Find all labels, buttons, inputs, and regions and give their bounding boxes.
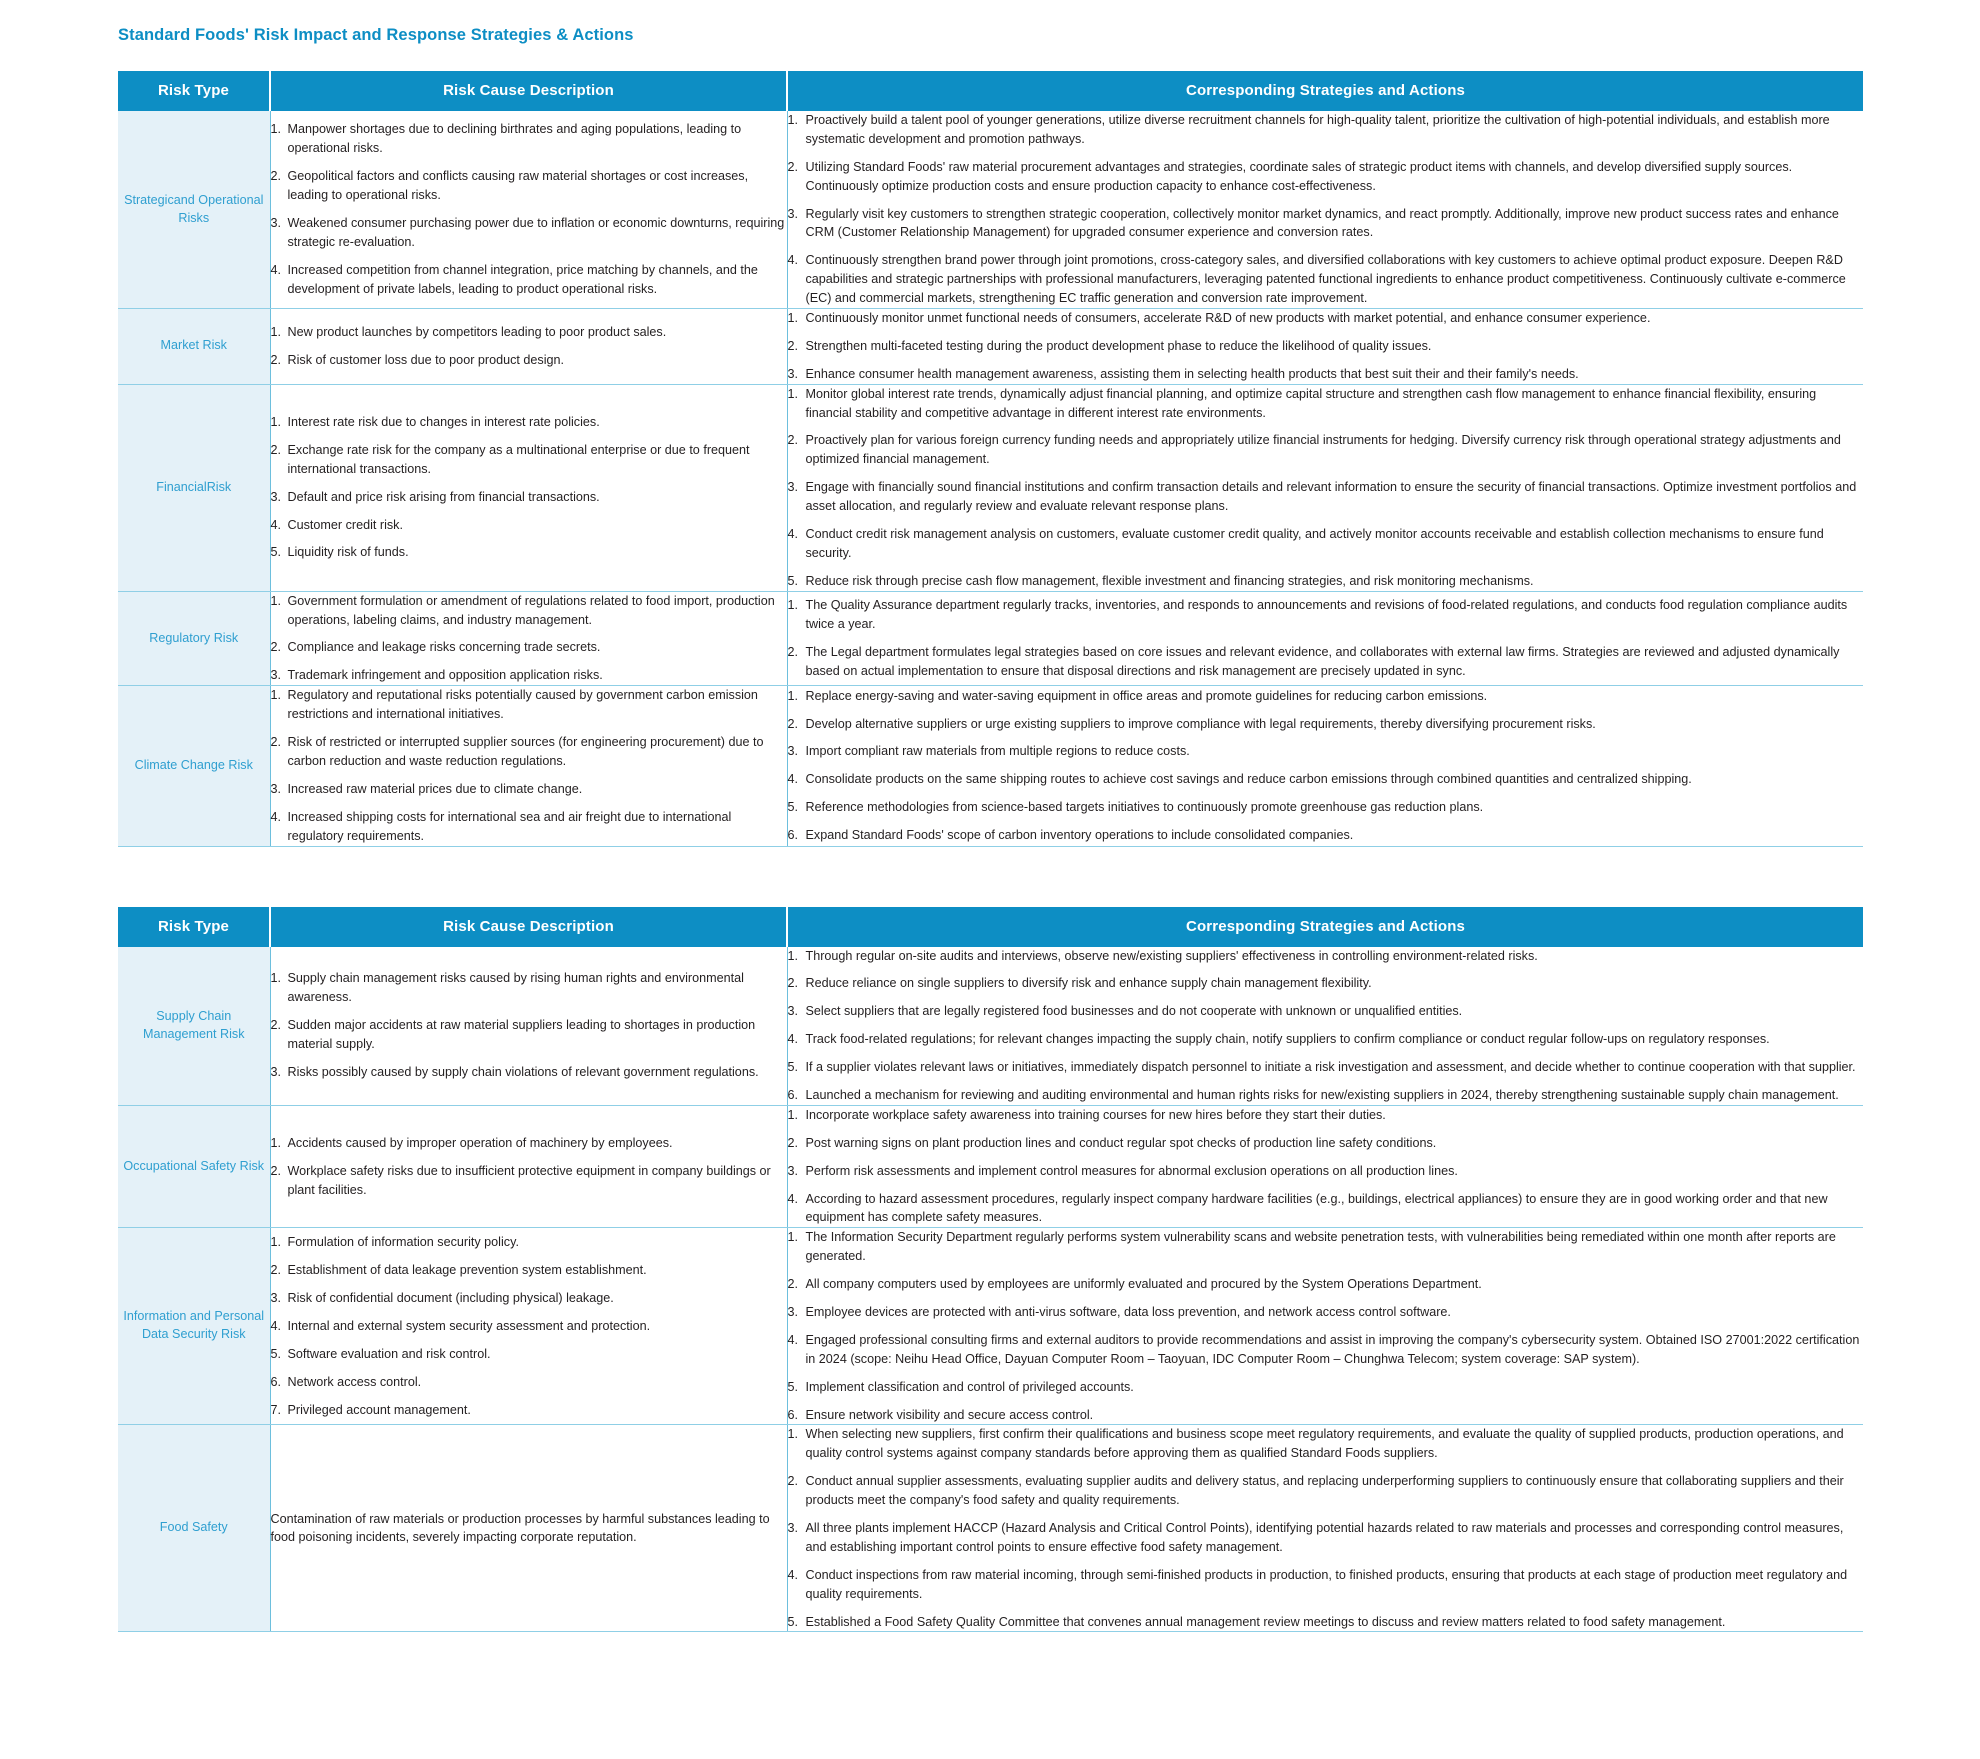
list-item: Formulation of information security policy. (287, 1235, 519, 1250)
list-item: Risk of confidential document (including physical) leakage. (287, 1291, 614, 1306)
list-item: If a supplier violates relevant laws or initiatives, immediately dispatch personnel to initiate a risk investigation and assessment, and decide whether to continue cooperation with that supplier. (805, 1060, 1856, 1075)
list-item: Continuously strengthen brand power through joint promotions, cross-category sales, and diversified collaborations with key customers to achieve optimal product exposure. Deepen R&D capabilities and strategic partnerships with professional manufacturers, leveraging patented functional ingredients to enhance product competitiveness. Continuously cultivate e-commerce (EC) and commercial markets, strengthening EC traffic generation and conversion rate improvement. (805, 253, 1846, 306)
list-item: Software evaluation and risk control. (287, 1346, 491, 1361)
list-item: Import compliant raw materials from multiple regions to reduce costs. (805, 744, 1190, 759)
list-item: Weakened consumer purchasing power due to inflation or economic downturns, requiring strategic re-evaluation. (287, 216, 785, 249)
risk-cause-cell (270, 384, 787, 591)
table-1-header (118, 71, 1863, 111)
list-item: Default and price risk arising from financial transactions. (287, 489, 600, 504)
list-item: Enhance consumer health management awareness, assisting them in selecting health products that best suit their and their family's needs. (805, 366, 1579, 381)
list-item: Customer credit risk. (287, 517, 403, 532)
list-item: Sudden major accidents at raw material suppliers leading to shortages in production material supply. (287, 1018, 756, 1052)
table-row (118, 1425, 1863, 1632)
list-item: Ensure network visibility and secure access control. (805, 1407, 1094, 1422)
list-item: Conduct credit risk management analysis on customers, evaluate customer credit quality, and actively monitor accounts receivable and establish collection mechanisms to ensure fund security. (805, 527, 1824, 560)
risk-type-cell: Regulatory Risk (118, 591, 270, 686)
list-item: Reduce reliance on single suppliers to diversify risk and enhance supply chain management flexibility. (805, 976, 1372, 991)
list-item: Accidents caused by improper operation of machinery by employees. (287, 1135, 673, 1150)
list-item: Manpower shortages due to declining birthrates and aging populations, leading to operational risks. (287, 122, 742, 156)
risk-type-cell: Climate Change Risk (118, 686, 270, 846)
table-row (118, 309, 1863, 385)
strategies-actions-cell (787, 1105, 1863, 1227)
strategies-actions-cell (787, 591, 1863, 686)
numbered-list (271, 1233, 787, 1419)
numbered-list (271, 1134, 787, 1200)
table-row (118, 1228, 1863, 1425)
risk-cause-text: Contamination of raw materials or production processes by harmful substances leading to food poisoning incidents, severely impacting corporate reputation. (270, 1511, 770, 1545)
list-item: Proactively build a talent pool of younger generations, utilize diverse recruitment channels for high-quality talent, prioritize the cultivation of high-potential individuals, and establish more systematic development and promotion pathways. (805, 113, 1830, 146)
list-item: Strengthen multi-faceted testing during the product development phase to reduce the likelihood of quality issues. (805, 338, 1432, 353)
numbered-list (788, 111, 1864, 308)
strategies-actions-cell (787, 1425, 1863, 1632)
strategies-actions-cell (787, 309, 1863, 385)
list-item: Regularly visit key customers to strengthen strategic cooperation, collectively monitor market dynamics, and react promptly. Additionally, improve new product success rates and enhance CRM (Customer Relationship Management) for upgraded consumer experience and conversion rates. (805, 206, 1839, 240)
numbered-list (788, 1228, 1864, 1424)
list-item: Perform risk assessments and implement control measures for abnormal exclusion operations on all production lines. (805, 1163, 1458, 1178)
list-item: Increased raw material prices due to climate change. (287, 781, 583, 796)
list-item: Internal and external system security assessment and protection. (287, 1318, 651, 1333)
table-1-body (118, 111, 1863, 846)
list-item: Conduct inspections from raw material incoming, through semi-finished products in production, to finished products, ensuring that products at each stage of production meet regulatory and quality requirements. (805, 1567, 1848, 1601)
strategies-actions-cell (787, 384, 1863, 591)
numbered-list (788, 1106, 1864, 1227)
list-item: Reference methodologies from science-based targets initiatives to continuously promote greenhouse gas reduction plans. (805, 800, 1484, 815)
list-item: Network access control. (287, 1374, 422, 1389)
column-header-strategies: Corresponding Strategies and Actions (787, 71, 1863, 111)
list-item: Consolidate products on the same shipping routes to achieve cost savings and reduce carbon emissions through combined quantities and centralized shipping. (805, 772, 1692, 787)
risk-type-cell: Market Risk (118, 309, 270, 385)
table-row (118, 1105, 1863, 1227)
risk-type-cell: Strategicand Operational Risks (118, 111, 270, 309)
list-item: Monitor global interest rate trends, dynamically adjust financial planning, and optimize capital structure and strengthen cash flow management to enhance financial flexibility, ensuring financial stability and competitive advantage in different interest rate environments. (805, 386, 1817, 420)
numbered-list (788, 596, 1864, 681)
list-item: Track food-related regulations; for relevant changes impacting the supply chain, notify suppliers to confirm compliance or conduct regular follow-ups on regulatory responses. (805, 1032, 1770, 1047)
list-item: Select suppliers that are legally registered food businesses and do not cooperate with unknown or unqualified entities. (805, 1004, 1463, 1019)
list-item: Proactively plan for various foreign currency funding needs and appropriately utilize financial instruments for hedging. Diversify currency risk through operational strategy adjustments and optimized financial management. (805, 433, 1841, 467)
column-header-risk-cause: Risk Cause Description (270, 71, 787, 111)
list-item: Interest rate risk due to changes in interest rate policies. (287, 415, 600, 430)
list-item: Supply chain management risks caused by rising human rights and environmental awareness. (287, 971, 744, 1005)
numbered-list (788, 385, 1864, 591)
list-item: Government formulation or amendment of regulations related to food import, production operations, labeling claims, and industry management. (287, 593, 775, 627)
risk-cause-cell (270, 947, 787, 1106)
list-item: Establishment of data leakage prevention system establishment. (287, 1263, 647, 1278)
risk-cause-cell (270, 686, 787, 846)
list-item: Exchange rate risk for the company as a multinational enterprise or due to frequent international transactions. (287, 442, 750, 476)
column-header-strategies: Corresponding Strategies and Actions (787, 907, 1863, 947)
table-2-body (118, 947, 1863, 1632)
numbered-list (788, 1425, 1864, 1631)
list-item: The Quality Assurance department regularly tracks, inventories, and responds to announcements and revisions of food-related regulations, and conducts food regulation compliance audits twice a year. (805, 598, 1848, 632)
list-item: The Information Security Department regularly performs system vulnerability scans and website penetration tests, with vulnerabilities being remediated within one month after reports are generated. (805, 1230, 1836, 1264)
list-item: Established a Food Safety Quality Committee that convenes annual management review meetings to discuss and review matters related to food safety management. (805, 1614, 1726, 1629)
table-row (118, 384, 1863, 591)
strategies-actions-cell (787, 686, 1863, 846)
risk-type-cell: Information and Personal Data Security Risk (118, 1228, 270, 1425)
numbered-list (788, 947, 1864, 1105)
list-item: Increased shipping costs for international sea and air freight due to international regulatory requirements. (287, 809, 732, 843)
risk-cause-cell (270, 591, 787, 686)
table-row (118, 591, 1863, 686)
page-title: Standard Foods' Risk Impact and Response Strategies & Actions (118, 26, 634, 44)
list-item: Expand Standard Foods' scope of carbon inventory operations to include consolidated companies. (805, 828, 1354, 843)
risk-table-1 (118, 71, 1863, 847)
strategies-actions-cell (787, 1228, 1863, 1425)
risk-cause-cell (270, 1105, 787, 1227)
numbered-list (271, 120, 787, 298)
list-item: Trademark infringement and opposition application risks. (287, 668, 603, 683)
numbered-list (271, 413, 787, 562)
numbered-list (271, 323, 787, 370)
table-row (118, 686, 1863, 846)
risk-type-cell: Occupational Safety Risk (118, 1105, 270, 1227)
list-item: Through regular on-site audits and interviews, observe new/existing suppliers' effectiveness in controlling environment-related risks. (805, 948, 1538, 963)
list-item: Employee devices are protected with anti-virus software, data loss prevention, and network access control software. (805, 1304, 1451, 1319)
risk-type-cell: FinancialRisk (118, 384, 270, 591)
table-row (118, 947, 1863, 1106)
list-item: Liquidity risk of funds. (287, 545, 409, 560)
list-item: Incorporate workplace safety awareness into training courses for new hires before they start their duties. (805, 1107, 1386, 1122)
list-item: When selecting new suppliers, first confirm their qualifications and business scope meet regulatory requirements, and evaluate the quality of supplied products, production operations, and quality control systems against company standards before approving them as qualified Standard Foods suppliers. (805, 1427, 1844, 1461)
list-item: Replace energy-saving and water-saving equipment in office areas and promote guidelines for reducing carbon emissions. (805, 688, 1488, 703)
list-item: Reduce risk through precise cash flow management, flexible investment and financing strategies, and risk monitoring mechanisms. (805, 573, 1534, 588)
column-header-risk-cause: Risk Cause Description (270, 907, 787, 947)
header-row (118, 71, 1863, 111)
list-item: Engage with financially sound financial institutions and confirm transaction details and relevant information to ensure the security of financial transactions. Optimize investment portfolios and asset allocation, and regularly review and evaluate relevant response plans. (805, 480, 1857, 514)
numbered-list (271, 592, 787, 686)
list-item: Conduct annual supplier assessments, evaluating supplier audits and delivery status, and replacing underperforming suppliers to continuously ensure that collaborating suppliers and their products meet the company's food safety and quality requirements. (805, 1474, 1844, 1508)
list-item: All three plants implement HACCP (Hazard Analysis and Critical Control Points), identifying potential hazards related to raw materials and processes and corresponding control measures, and establishing important control points to ensure effective food safety management. (805, 1520, 1844, 1554)
risk-table-2 (118, 907, 1863, 1633)
list-item: Continuously monitor unmet functional needs of consumers, accelerate R&D of new products with market potential, and enhance consumer experience. (805, 311, 1651, 326)
header-row (118, 907, 1863, 947)
column-header-risk-type: Risk Type (118, 907, 270, 947)
list-item: Launched a mechanism for reviewing and auditing environmental and human rights risks for new/existing suppliers in 2024, thereby strengthening sustainable supply chain management. (805, 1087, 1839, 1102)
risk-type-cell: Supply Chain Management Risk (118, 947, 270, 1106)
list-item: Risk of customer loss due to poor product design. (287, 352, 565, 367)
risk-cause-cell (270, 111, 787, 309)
risk-cause-cell (270, 1228, 787, 1425)
list-item: Utilizing Standard Foods' raw material procurement advantages and strategies, coordinate sales of strategic product items with channels, and develop diversified supply sources. Continuously optimize production costs and ensure production capacity to enhance cost-effectiveness. (805, 159, 1793, 193)
list-item: New product launches by competitors leading to poor product sales. (287, 324, 667, 339)
risk-cause-cell (270, 1425, 787, 1632)
list-item: All company computers used by employees are uniformly evaluated and procured by the System Operations Department. (805, 1277, 1482, 1292)
column-header-risk-type: Risk Type (118, 71, 270, 111)
numbered-list (271, 686, 787, 845)
table-row (118, 111, 1863, 309)
list-item: Increased competition from channel integration, price matching by channels, and the development of private labels, leading to product operational risks. (287, 262, 758, 296)
strategies-actions-cell (787, 111, 1863, 309)
list-item: According to hazard assessment procedures, regularly inspect company hardware facilities (e.g., buildings, electrical appliances) to ensure they are in good working order and that new equipment has complete safety measures. (805, 1191, 1828, 1225)
numbered-list (788, 309, 1864, 384)
list-item: Privileged account management. (287, 1402, 471, 1417)
list-item: Geopolitical factors and conflicts causing raw material shortages or cost increases, leading to operational risks. (287, 169, 749, 203)
list-item: Post warning signs on plant production lines and conduct regular spot checks of production line safety conditions. (805, 1135, 1437, 1150)
strategies-actions-cell (787, 947, 1863, 1106)
list-item: Compliance and leakage risks concerning trade secrets. (287, 640, 601, 655)
list-item: The Legal department formulates legal strategies based on core issues and relevant evidence, and collaborates with external law firms. Strategies are reviewed and adjusted dynamically based on actual implementation to ensure that disposal directions and risk management are precisely updated in sync. (805, 644, 1840, 678)
list-item: Engaged professional consulting firms and external auditors to provide recommendations and assist in improving the company's cybersecurity system. Obtained ISO 27001:2022 certification in 2024 (scope: Neihu Head Office, Dayuan Computer Room – Taoyuan, IDC Computer Room – Chunghwa Telecom; system coverage: SAP system). (805, 1332, 1860, 1366)
list-item: Workplace safety risks due to insufficient protective equipment in company buildings or plant facilities. (287, 1163, 771, 1197)
list-item: Regulatory and reputational risks potentially caused by government carbon emission restrictions and international initiatives. (287, 688, 758, 722)
list-item: Risk of restricted or interrupted supplier sources (for engineering procurement) due to carbon reduction and waste reduction regulations. (287, 735, 764, 768)
list-item: Implement classification and control of privileged accounts. (805, 1379, 1134, 1394)
list-item: Risks possibly caused by supply chain violations of relevant government regulations. (287, 1065, 759, 1079)
numbered-list (271, 969, 787, 1081)
risk-type-cell: Food Safety (118, 1425, 270, 1632)
list-item: Develop alternative suppliers or urge existing suppliers to improve compliance with legal requirements, thereby diversifying procurement risks. (805, 716, 1596, 731)
risk-cause-cell (270, 309, 787, 385)
numbered-list (788, 687, 1864, 845)
table-2-header (118, 907, 1863, 947)
